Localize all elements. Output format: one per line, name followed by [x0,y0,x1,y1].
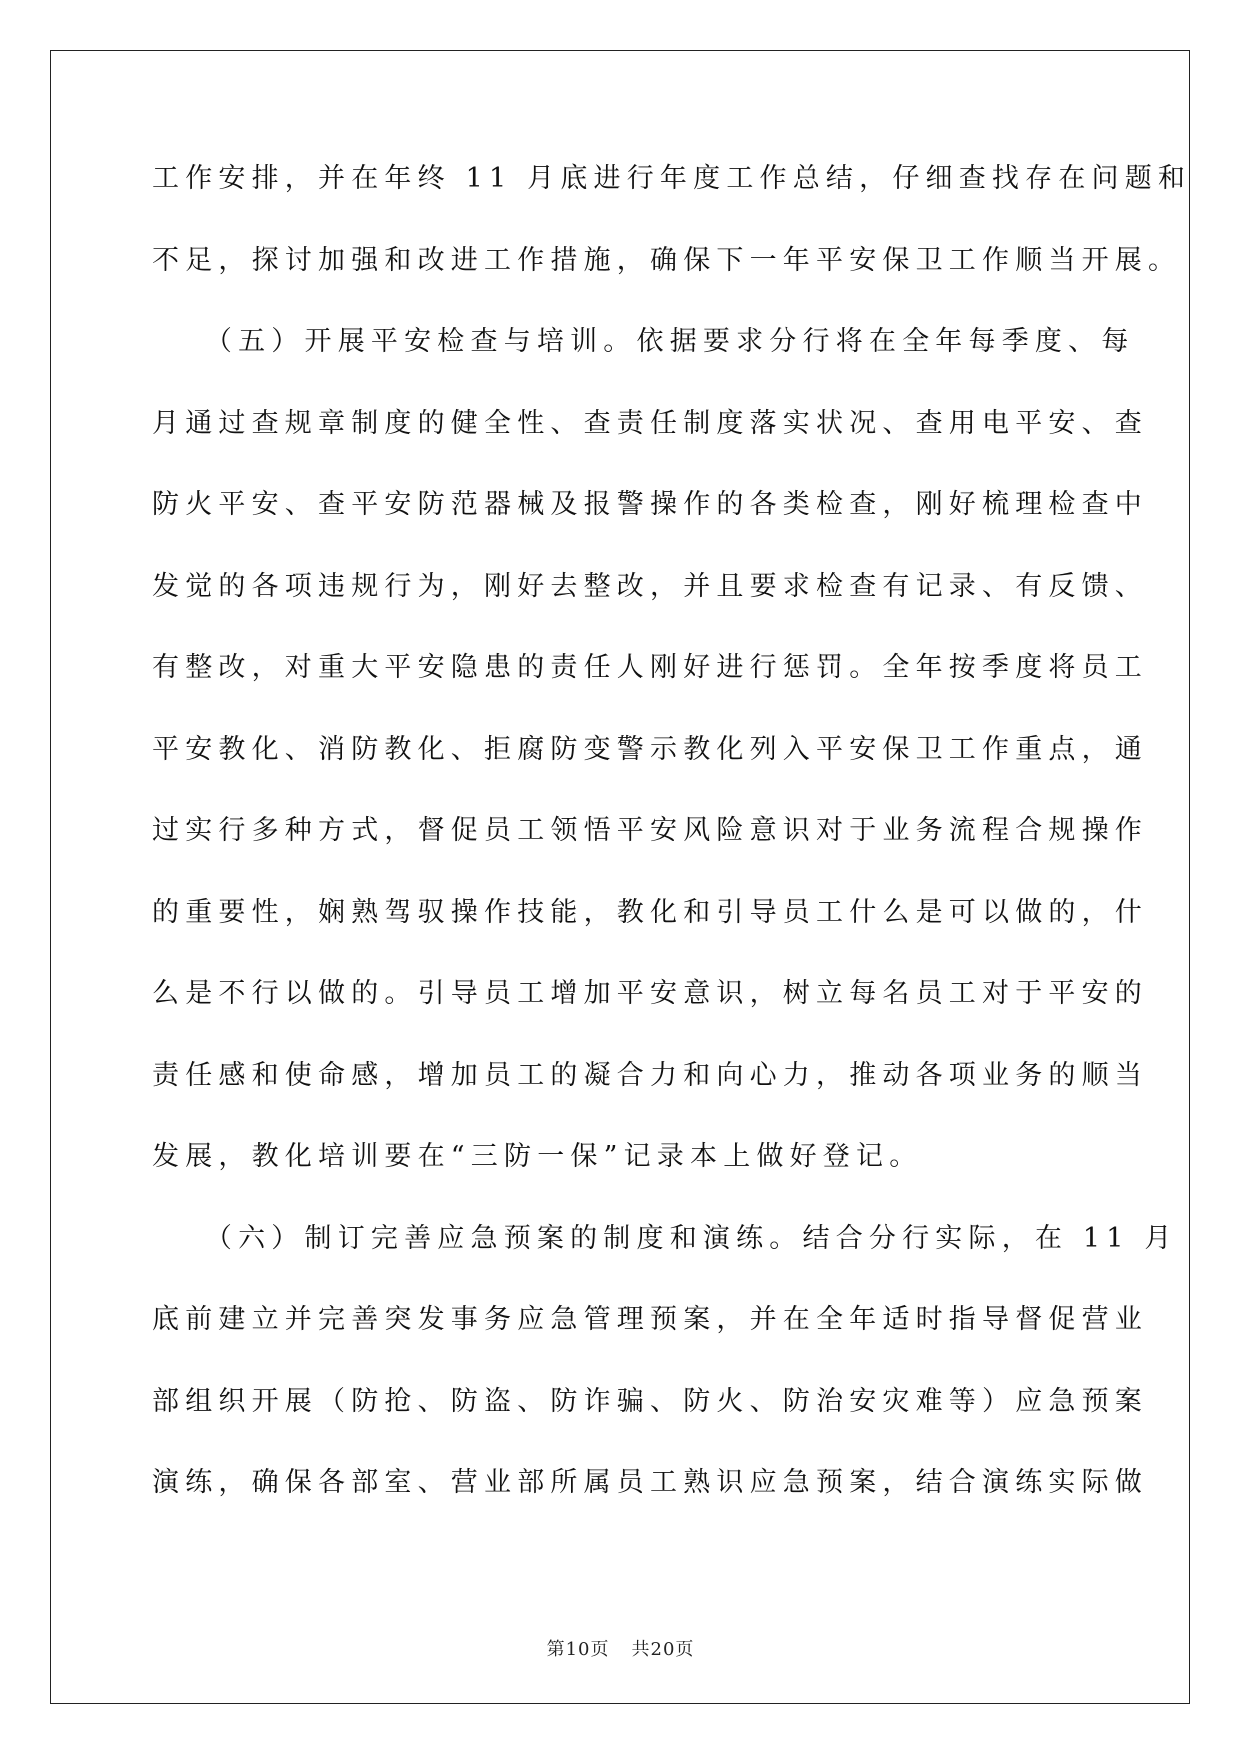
text-line: 底前建立并完善突发事务应急管理预案，并在全年适时指导督促营业 [152,1304,1148,1335]
text-line: 工作安排，并在年终 11 月底进行年度工作总结，仔细查找存在问题和 [152,163,1192,194]
text-line: 有整改，对重大平安隐患的责任人刚好进行惩罚。全年按季度将员工 [152,652,1148,683]
document-body [152,162,1192,1548]
page-footer [0,1635,1241,1661]
page-total: 共20页 [631,1639,695,1660]
text-line: 不足，探讨加强和改进工作措施，确保下一年平安保卫工作顺当开展。 [152,244,1182,276]
text-line: （五）开展平安检查与培训。依据要求分行将在全年每季度、每 [152,326,1135,357]
page-number: 第10页 [546,1639,610,1660]
text-line: 部组织开展（防抢、防盗、防诈骗、防火、防治安灾难等）应急预案 [152,1385,1148,1417]
text-line: 发觉的各项违规行为，刚好去整改，并且要求检查有记录、有反馈、 [152,570,1148,602]
text-line: 防火平安、查平安防范器械及报警操作的各类检查，刚好梳理检查中 [152,489,1148,520]
text-line: 责任感和使命感，增加员工的凝合力和向心力，推动各项业务的顺当 [152,1059,1148,1091]
text-line: 么是不行以做的。引导员工增加平安意识，树立每名员工对于平安的 [152,978,1148,1009]
text-line: 发展，教化培训要在“三防一保”记录本上做好登记。 [152,1141,923,1172]
text-line: 的重要性，娴熟驾驭操作技能，教化和引导员工什么是可以做的，什 [152,896,1148,928]
text-line: 月通过查规章制度的健全性、查责任制度落实状况、查用电平安、查 [152,407,1148,439]
text-line: 演练，确保各部室、营业部所属员工熟识应急预案，结合演练实际做 [152,1467,1148,1498]
text-line: 平安教化、消防教化、拒腐防变警示教化列入平安保卫工作重点，通 [152,733,1148,765]
text-line: 过实行多种方式，督促员工领悟平安风险意识对于业务流程合规操作 [152,815,1148,846]
text-line: （六）制订完善应急预案的制度和演练。结合分行实际，在 11 月 [152,1222,1178,1254]
